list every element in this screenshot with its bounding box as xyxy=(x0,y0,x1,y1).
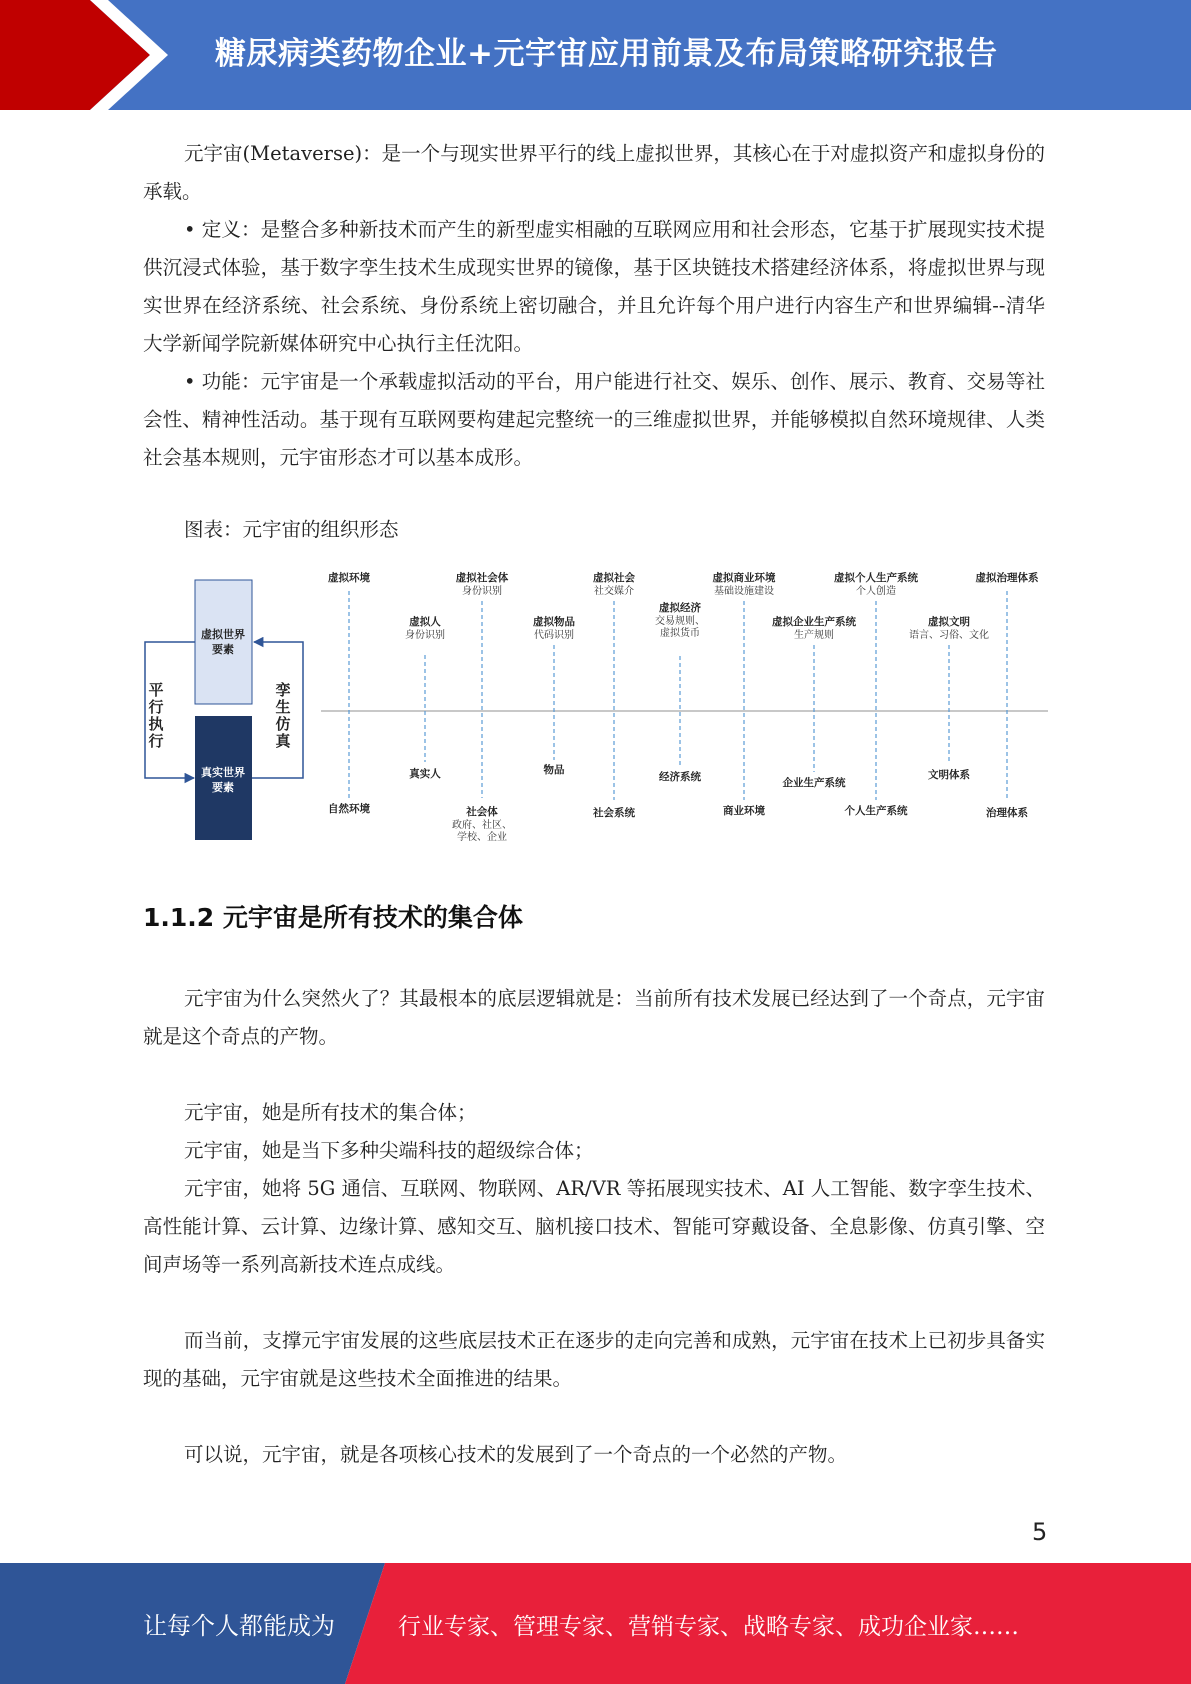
diagram-virtual-element-title: 虚拟物品 xyxy=(533,616,575,628)
section-paragraph-5: 而当前，支撑元宇宙发展的这些底层技术正在逐步的走向完善和成熟，元宇宙在技术上已初步具备实现的基础，元宇宙就是这些技术全面推进的结果。 xyxy=(143,1329,1045,1390)
parallel-label-1: 平 xyxy=(148,681,164,699)
figure-caption: 图表：元宇宙的组织形态 xyxy=(184,518,399,541)
diagram-virtual-element-title: 虚拟社会体 xyxy=(455,572,509,584)
real-box-label-1: 真实世界 xyxy=(201,766,245,779)
virtual-box-label-1: 虚拟世界 xyxy=(201,628,245,641)
twin-label-1: 孪 xyxy=(275,681,291,699)
parallel-label-2: 行 xyxy=(148,698,164,716)
parallel-label-3: 执 xyxy=(148,715,164,733)
diagram-virtual-element-subtitle: 交易规则、 xyxy=(655,616,705,627)
diagram-real-element-title: 自然环境 xyxy=(328,803,370,815)
page-number: 5 xyxy=(1032,1518,1048,1546)
diagram-real-element-title: 真实人 xyxy=(409,768,441,780)
section-paragraph-3: 元宇宙，她是当下多种尖端科技的超级综合体； xyxy=(184,1139,594,1162)
section-paragraph-2: 元宇宙，她是所有技术的集合体； xyxy=(184,1101,477,1124)
diagram-real-element-subtitle: 学校、企业 xyxy=(457,832,507,843)
intro-paragraph-metaverse: 元宇宙(Metaverse)：是一个与现实世界平行的线上虚拟世界，其核心在于对虚拟资产和虚拟身份的承载。 xyxy=(143,142,1045,203)
diagram-virtual-element-subtitle: 语言、习俗、文化 xyxy=(909,630,989,641)
diagram-virtual-element-subtitle: 生产规则 xyxy=(794,630,834,641)
intro-paragraph-function: • 功能：元宇宙是一个承载虚拟活动的平台，用户能进行社交、娱乐、创作、展示、教育、交易等社会性、精神性活动。基于现有互联网要构建起完整统一的三维虚拟世界，并能够模拟自然环境规律、人类社会基本规则，元宇宙形态才可以基本成形。 xyxy=(143,370,1045,469)
diagram-virtual-element-subtitle: 身份识别 xyxy=(405,630,445,641)
diagram-virtual-element-title: 虚拟文明 xyxy=(928,616,970,628)
diagram-real-element-subtitle: 政府、社区、 xyxy=(452,820,512,831)
diagram-real-element-title: 治理体系 xyxy=(986,807,1028,819)
diagram-columns xyxy=(328,571,1039,843)
diagram-virtual-element-subtitle: 身份识别 xyxy=(462,586,502,597)
parallel-label-4: 行 xyxy=(148,732,164,750)
page-header xyxy=(0,0,1191,110)
virtual-box-label-2: 要素 xyxy=(212,643,234,656)
diagram-virtual-element-subtitle: 代码识别 xyxy=(534,630,574,641)
diagram-real-element-title: 商业环境 xyxy=(723,805,765,817)
twin-label-3: 仿 xyxy=(275,715,291,733)
diagram-virtual-element-title: 虚拟社会 xyxy=(593,572,635,584)
diagram-virtual-element-subtitle: 基础设施建设 xyxy=(714,586,774,597)
diagram-virtual-element-title: 虚拟商业环境 xyxy=(712,572,776,584)
diagram-virtual-element-subtitle: 社交媒介 xyxy=(594,586,634,597)
section-paragraph-4: 元宇宙，她将 5G 通信、互联网、物联网、AR/VR 等拓展现实技术、AI 人工智能、数字孪生技术、高性能计算、云计算、边缘计算、感知交互、脑机接口技术、智能可穿戴设备、全息影像、仿真引擎、空间声场等一系列高新技术连点成线。 xyxy=(143,1177,1045,1276)
diagram-virtual-element-title: 虚拟个人生产系统 xyxy=(834,572,918,584)
footer-slogan-left: 让每个人都能成为 xyxy=(143,1612,335,1640)
page-footer xyxy=(0,1563,1191,1684)
diagram-virtual-element-subtitle: 虚拟货币 xyxy=(660,628,700,639)
diagram-real-element-title: 社会体 xyxy=(466,806,498,818)
diagram-real-element-title: 社会系统 xyxy=(593,807,635,819)
section-paragraph-6: 可以说，元宇宙，就是各项核心技术的发展到了一个奇点的一个必然的产物。 xyxy=(184,1443,848,1466)
diagram-real-element-title: 经济系统 xyxy=(659,771,701,783)
section-title: 1.1.2 元宇宙是所有技术的集合体 xyxy=(143,903,523,932)
twin-label-4: 真 xyxy=(275,732,291,750)
twin-label-2: 生 xyxy=(275,698,291,716)
diagram-virtual-element-subtitle: 个人创造 xyxy=(856,586,896,597)
report-title: 糖尿病类药物企业+元宇宙应用前景及布局策略研究报告 xyxy=(215,36,998,72)
intro-paragraph-definition: • 定义：是整合多种新技术而产生的新型虚实相融的互联网应用和社会形态，它基于扩展现实技术提供沉浸式体验，基于数字孪生技术生成现实世界的镜像，基于区块链技术搭建经济体系，将虚拟世界与现实世界在经济系统、社会系统、身份系统上密切融合，并且允许每个用户进行内容生产和世界编辑--清华大学新闻学院新媒体研究中心执行主任沈阳。 xyxy=(143,218,1045,355)
diagram-real-element-title: 个人生产系统 xyxy=(844,805,908,817)
diagram-virtual-element-title: 虚拟企业生产系统 xyxy=(772,616,856,628)
diagram-virtual-element-title: 虚拟环境 xyxy=(328,572,370,584)
diagram-virtual-element-title: 虚拟经济 xyxy=(659,602,701,614)
virtual-world-box xyxy=(195,580,252,704)
section-paragraph-1: 元宇宙为什么突然火了？其最根本的底层逻辑就是：当前所有技术发展已经达到了一个奇点，元宇宙就是这个奇点的产物。 xyxy=(143,987,1045,1048)
diagram-virtual-element-title: 虚拟人 xyxy=(409,616,441,628)
footer-slogan-right: 行业专家、管理专家、营销专家、战略专家、成功企业家…… xyxy=(398,1614,1019,1640)
real-box-label-2: 要素 xyxy=(212,781,234,794)
diagram-virtual-element-title: 虚拟治理体系 xyxy=(975,572,1039,584)
diagram-real-element-title: 文明体系 xyxy=(928,769,970,781)
diagram-real-element-title: 物品 xyxy=(543,764,565,776)
diagram-real-element-title: 企业生产系统 xyxy=(782,777,846,789)
metaverse-organization-diagram xyxy=(143,570,1053,855)
